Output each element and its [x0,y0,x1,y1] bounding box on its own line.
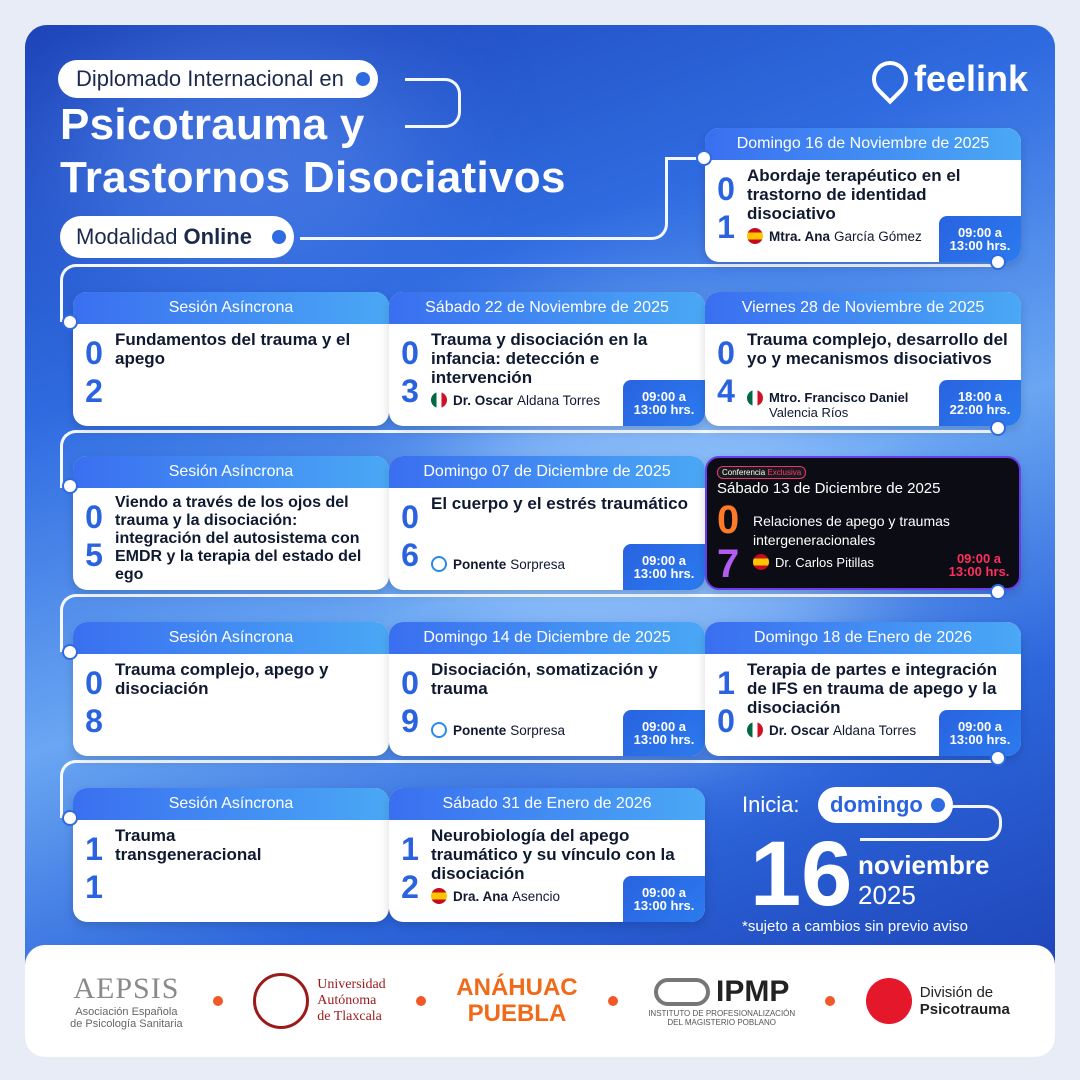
connector-dot-icon [62,478,78,494]
session-number: 0 8 [85,665,103,739]
session-card-01 [705,128,1021,262]
session-card-11 [73,788,389,922]
surprise-circle-icon [431,722,447,738]
session-title: Trauma y disociación en la infancia: detección e intervención [431,330,648,387]
session-date: Viernes 28 de Noviembre de 2025 [705,292,1021,324]
exclusive-badge: Conferencia Exclusiva [717,466,806,479]
session-date: Sábado 31 de Enero de 2026 [389,788,705,820]
uat-logo: Universidad Autónoma de Tlaxcala [253,973,385,1029]
location-pin-icon [865,54,916,105]
modality-pill [60,216,294,258]
session-card-10 [705,622,1021,756]
brand-name: feelink [914,58,1029,99]
header-pill [58,60,378,98]
arrow-icon [272,230,286,244]
session-title: Neurobiología del apego traumático y su vínculo con la disociación [431,826,675,883]
session-title: Trauma complejo, desarrollo del yo y mecanismos disociativos [747,330,1008,368]
session-date: Sábado 22 de Noviembre de 2025 [389,292,705,324]
connector-dot-icon [696,150,712,166]
arrow-icon [356,72,370,86]
session-date: Domingo 07 de Diciembre de 2025 [389,456,705,488]
session-date: Domingo 14 de Diciembre de 2025 [389,622,705,654]
start-day: 16 [750,823,853,925]
aepsis-logo: AEPSIS Asociación Española de Psicología Sanitaria [70,972,183,1030]
ipmp-logo: IPMP INSTITUTO DE PROFESIONALIZACIÓN DEL MAGISTERIO POBLANO [648,975,796,1027]
session-time: 09:00 a 13:00 hrs. [623,544,705,590]
session-number: 1 2 [401,831,419,905]
session-time: 09:00 a 13:00 hrs. [623,380,705,426]
session-number: 0 3 [401,335,419,409]
session-time: 09:00 a 13:00 hrs. [948,551,1010,579]
session-speaker: Mtra. Ana García Gómez [747,228,922,244]
session-number: 1 0 [717,665,735,739]
separator-dot [213,996,223,1006]
session-title: El cuerpo y el estrés traumático [431,494,688,513]
session-speaker: Ponente Sorpresa [431,556,565,572]
session-date: Sesión Asíncrona [73,456,389,488]
session-title: Relaciones de apego y traumas intergeneracionales [753,513,950,548]
mexico-flag-icon [431,392,447,408]
header-pill-label: Diplomado Internacional en [76,66,344,91]
disclaimer-note: *sujeto a cambios sin previo aviso [742,918,968,935]
session-date: Domingo 16 de Noviembre de 2025 [705,128,1021,160]
session-card-09 [389,622,705,756]
start-weekday-pill: domingo [818,787,953,823]
spain-flag-icon [431,888,447,904]
session-title: Abordaje terapéutico en el trastorno de identidad disociativo [747,166,961,223]
feelink-logo [872,58,1028,100]
session-card-02 [73,292,389,426]
session-title: Terapia de partes e integración de IFS en trauma de apego y la disociación [747,660,998,717]
session-number: 0 4 [717,335,735,409]
session-number: 0 2 [85,335,103,409]
start-month: noviembre [858,850,990,880]
connector-dot-icon [62,644,78,660]
mexico-flag-icon [747,722,763,738]
session-card-12 [389,788,705,922]
session-title: Viendo a través de los ojos del trauma y la disociación: integración del autosistema con EMDR y la terapia del estado del ego [115,494,362,583]
connector-dot-icon [62,314,78,330]
session-title: Fundamentos del trauma y el apego [115,330,351,368]
separator-dot [416,996,426,1006]
page-title-line1: Psicotrauma y [60,100,365,149]
spain-flag-icon [747,228,763,244]
start-year: 2025 [858,880,916,910]
separator-dot [825,996,835,1006]
session-number: 0 5 [85,499,103,573]
modality-label: Modalidad [76,224,178,249]
session-number: 0 9 [401,665,419,739]
connector-line [300,158,668,240]
session-card-03 [389,292,705,426]
chevron-down-icon [990,254,1006,270]
session-card-05 [73,456,389,590]
session-number: 0 1 [717,171,735,245]
spain-flag-icon [753,554,769,570]
session-card-04 [705,292,1021,426]
session-title: Disociación, somatización y trauma [431,660,658,698]
session-title: Trauma transgeneracional [115,826,262,864]
session-title: Trauma complejo, apego y disociación [115,660,329,698]
ipmp-mark-icon [654,978,710,1006]
session-date: Sesión Asíncrona [73,788,389,820]
session-card-08 [73,622,389,756]
connector-dot-icon [62,810,78,826]
session-speaker: Dr. Oscar Aldana Torres [747,722,916,738]
session-speaker: Dr. Carlos Pitillas [753,554,874,570]
university-seal-icon [253,973,309,1029]
session-speaker: Ponente Sorpresa [431,722,565,738]
chevron-down-icon [990,420,1006,436]
session-number: 0 7 [717,498,740,586]
session-date: Sábado 13 de Diciembre de 2025 [717,480,941,497]
mexico-flag-icon [747,390,763,406]
session-time: 09:00 a 13:00 hrs. [623,710,705,756]
flower-mark-icon [866,978,912,1024]
session-date: Sesión Asíncrona [73,292,389,324]
session-time: 09:00 a 13:00 hrs. [939,710,1021,756]
surprise-circle-icon [431,556,447,572]
partner-logos-footer [25,945,1055,1057]
session-card-06 [389,456,705,590]
anahuac-logo: ANÁHUAC PUEBLA [456,974,578,1027]
session-speaker: Dr. Oscar Aldana Torres [431,392,600,408]
session-time: 18:00 a 22:00 hrs. [939,380,1021,426]
page-title-line2: Trastornos Disociativos [60,153,566,202]
chevron-down-icon [990,584,1006,600]
session-number: 0 6 [401,499,419,573]
separator-dot [608,996,618,1006]
session-speaker: Dra. Ana Asencio [431,888,560,904]
session-speaker: Mtro. Francisco Daniel Valencia Ríos [747,390,937,420]
division-psicotrauma-logo: División de Psicotrauma [866,978,1010,1024]
connector-line [405,78,461,128]
modality-value: Online [183,224,252,249]
session-date: Sesión Asíncrona [73,622,389,654]
start-label: Inicia: [742,792,800,817]
session-card-07-exclusive [705,456,1021,590]
arrow-icon [931,798,945,812]
session-date: Domingo 18 de Enero de 2026 [705,622,1021,654]
session-number: 1 1 [85,831,103,905]
chevron-down-icon [990,750,1006,766]
session-time: 09:00 a 13:00 hrs. [939,216,1021,262]
session-time: 09:00 a 13:00 hrs. [623,876,705,922]
